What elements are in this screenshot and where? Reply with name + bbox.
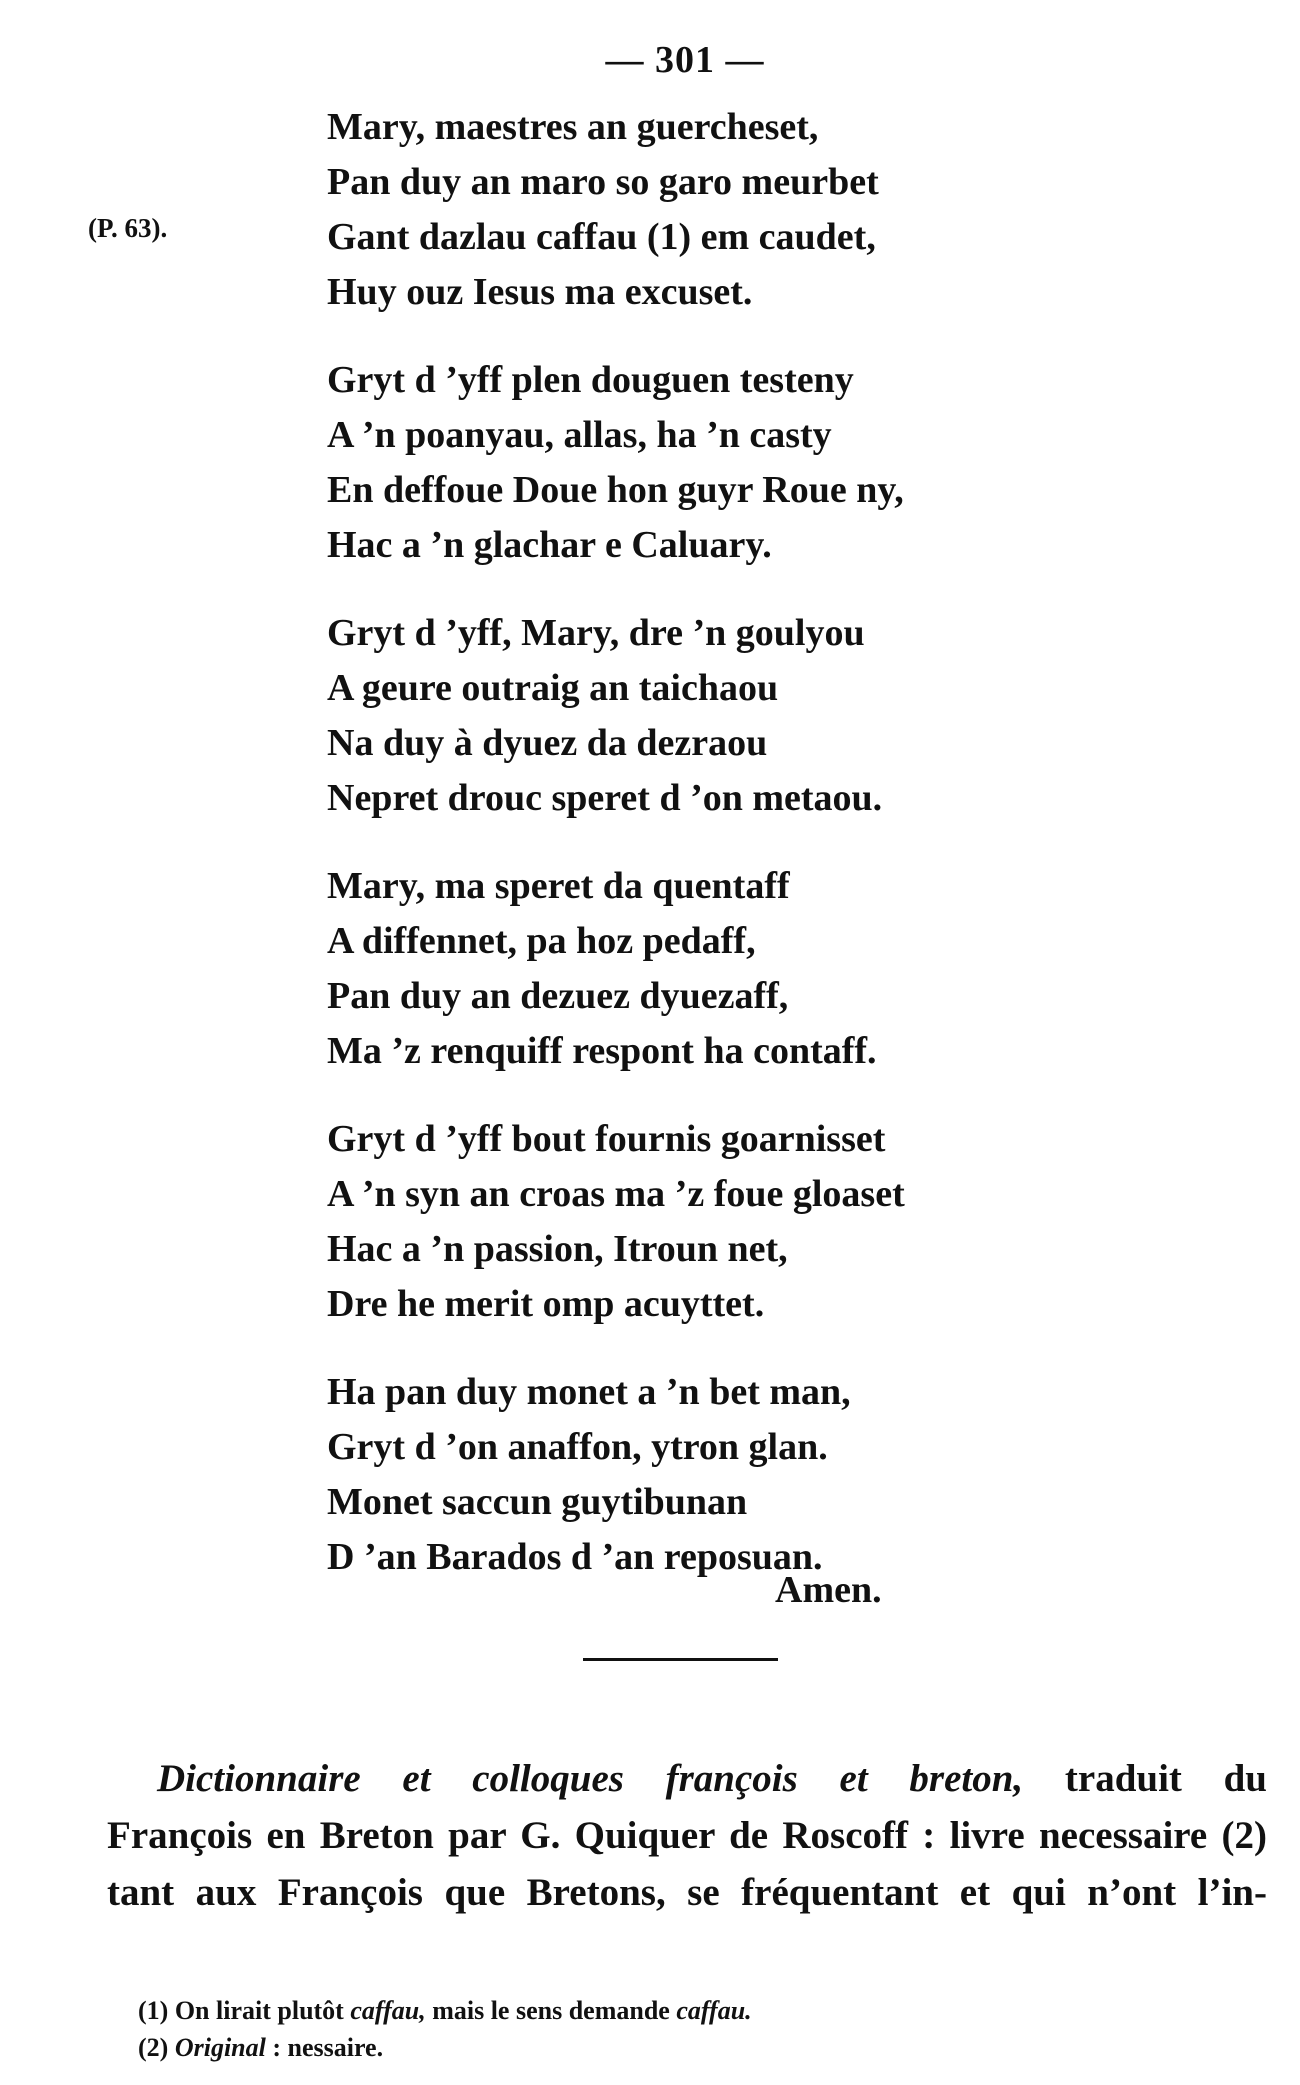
verse-line: A ’n poanyau, allas, ha ’n casty [327, 414, 832, 456]
verse-line: Monet saccun guytibunan [327, 1481, 748, 1523]
prose-text: traduit du [1064, 1757, 1267, 1800]
footnote-text: On lirait plutôt [174, 1996, 344, 2025]
verse-line: En deffoue Doue hon guyr Roue ny, [327, 469, 904, 511]
footnote-2 [138, 2029, 752, 2066]
verse-line: D ’an Barados d ’an reposuan. [327, 1536, 823, 1578]
footnote-italic: caffau, [350, 1996, 426, 2025]
section-divider [583, 1658, 778, 1661]
verse-line: Gryt d ’on anaffon, ytron glan. [327, 1426, 828, 1468]
stanza [327, 1365, 905, 1585]
book-title: Dictionnaire et colloques françois et breton, [157, 1757, 1024, 1800]
page-number: — 301 — [605, 39, 765, 81]
prose-line: François en Breton par G. Quiquer de Roscoff : livre necessaire (2) [107, 1814, 1267, 1857]
verse-line: Gryt d ’yff, Mary, dre ’n goulyou [327, 612, 865, 654]
stanza [327, 1112, 905, 1332]
verse-line: Ma ’z renquiff respont ha contaff. [327, 1030, 877, 1072]
prose-paragraph [107, 1750, 1267, 1921]
verse-line: Huy ouz Iesus ma excuset. [327, 271, 753, 313]
verse-line: Gryt d ’yff bout fournis goarnisset [327, 1118, 886, 1160]
verse-line: Gryt d ’yff plen douguen testeny [327, 359, 854, 401]
stanza [327, 606, 905, 826]
verse-line: Pan duy an maro so garo meurbet [327, 161, 879, 203]
verse-line: Na duy à dyuez da dezraou [327, 722, 768, 764]
verse-line: Nepret drouc speret d ’on metaou. [327, 777, 883, 819]
stanza [327, 859, 905, 1079]
verse-line: Mary, maestres an guercheset, [327, 106, 819, 148]
poem [327, 100, 905, 1618]
footnote-marker: (2) [138, 2033, 169, 2062]
footnote-1 [138, 1992, 752, 2029]
footnote-marker: (1) [138, 1996, 169, 2025]
verse-line: Pan duy an dezuez dyuezaff, [327, 975, 789, 1017]
stanza [327, 353, 905, 573]
verse-line: Ha pan duy monet a ’n bet man, [327, 1371, 851, 1413]
verse-line: A diffennet, pa hoz pedaff, [327, 920, 756, 962]
poem-closing: Amen. [775, 1569, 882, 1611]
verse-line: Mary, ma speret da quentaff [327, 865, 790, 907]
verse-line: Dre he merit omp acuyttet. [327, 1283, 765, 1325]
margin-note: (P. 63). [88, 213, 168, 243]
stanza [327, 100, 905, 320]
prose-line [107, 1750, 1267, 1807]
prose-line: tant aux François que Bretons, se fréquentant et qui n’ont l’in- [107, 1871, 1267, 1914]
verse-line: Hac a ’n glachar e Caluary. [327, 524, 772, 566]
verse-line: A geure outraig an taichaou [327, 667, 779, 709]
footnotes [138, 1992, 752, 2066]
verse-line: Hac a ’n passion, Itroun net, [327, 1228, 788, 1270]
footnote-italic: Original [174, 2033, 266, 2062]
verse-line: Gant dazlau caffau (1) em caudet, [327, 216, 876, 258]
footnote-italic: caffau. [676, 1996, 752, 2025]
footnote-text: : nessaire. [272, 2033, 384, 2062]
verse-line: A ’n syn an croas ma ’z foue gloaset [327, 1173, 905, 1215]
footnote-text: mais le sens demande [432, 1996, 670, 2025]
